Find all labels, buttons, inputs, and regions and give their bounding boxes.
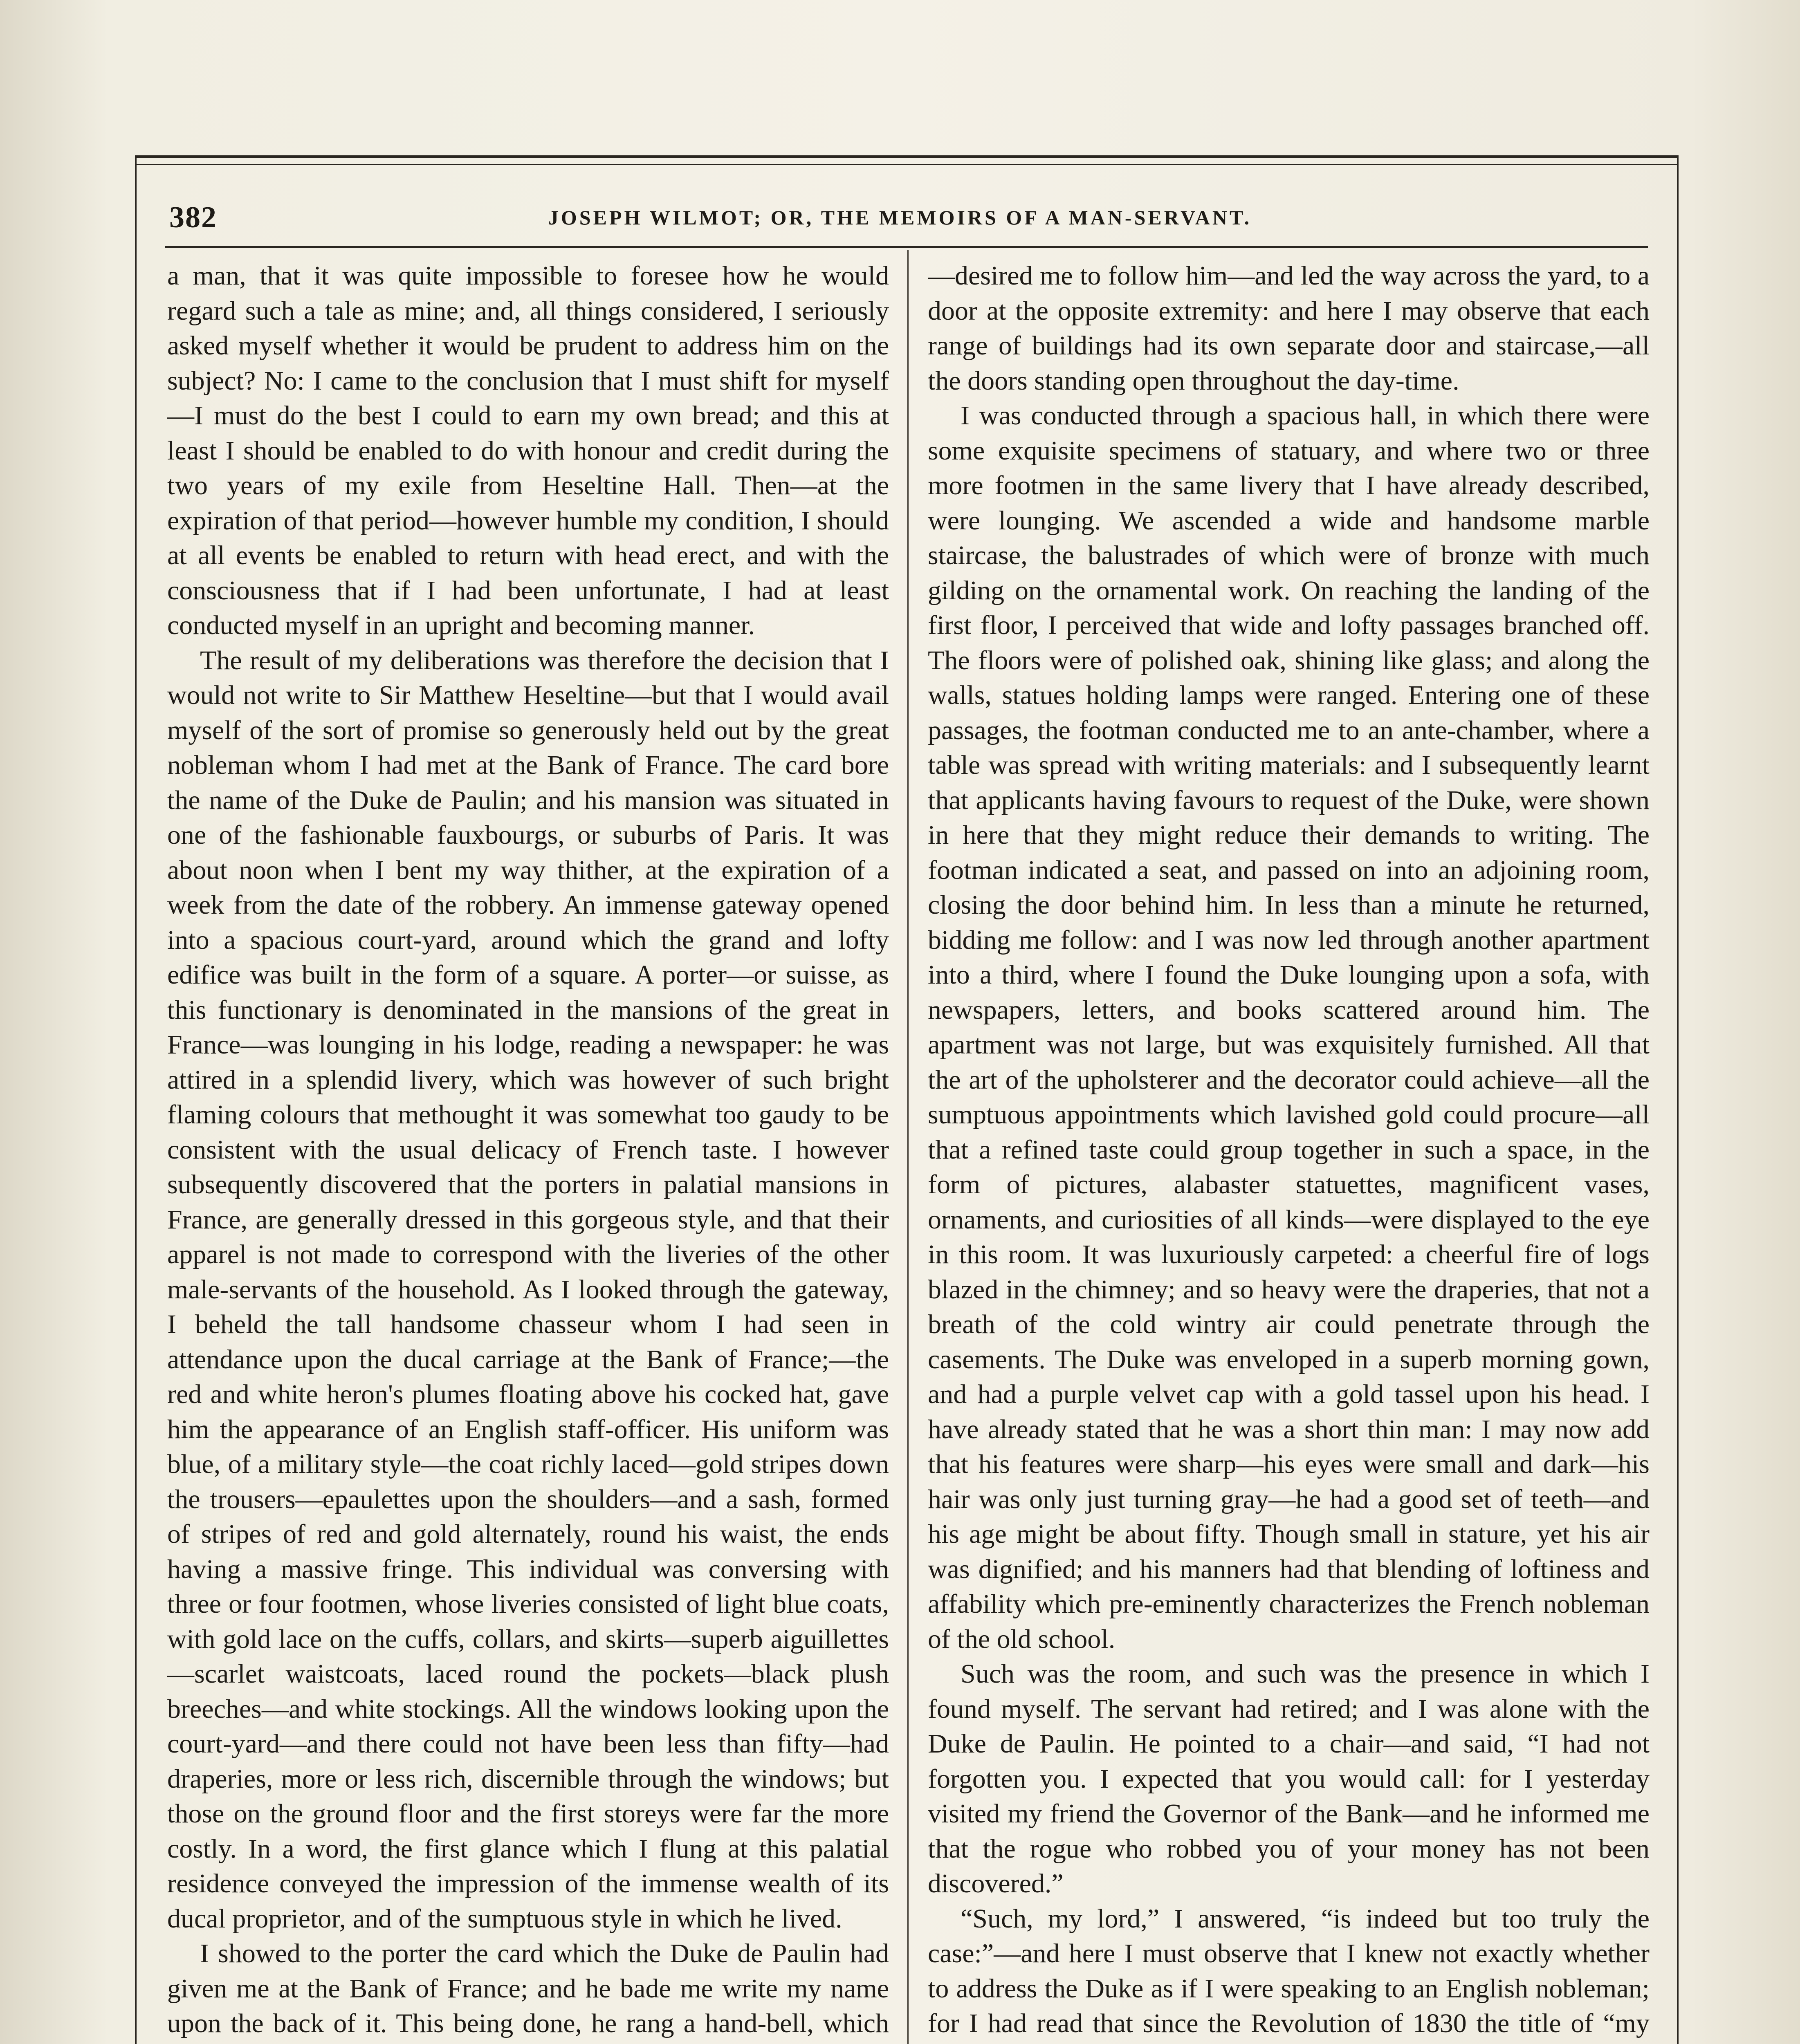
right-column [928, 258, 1650, 2044]
page-number: 382 [169, 200, 217, 234]
running-title: JOSEPH WILMOT; OR, THE MEMOIRS OF A MAN-SERVANT. [548, 206, 1252, 229]
paragraph: I showed to the porter the card which the Duke de Paulin had given me at the Bank of France; and he bade me write my name upon the back of it. This being done, he rang a hand-bell, which [167, 1939, 889, 2038]
running-header [169, 199, 1644, 236]
paragraph: Such was the room, and such was the presence in which I found myself. The servant had retired; and I was alone with the Duke de Paulin. He pointed to a chair—and said, “I had not forgotten you. I expected that you would call: for I yesterday visited my friend the Governor of the Bank—and he informed me that the rogue who robbed you of your money has not been discovered.” [928, 1659, 1650, 1898]
paragraph: I was conducted through a spacious hall, in which there were some exquisite specimens of statuary, and where two or three more footmen in the same livery that I have already described, were lounging. We ascended a wide and handsome marble staircase, the balustrades of which were of bronze with much gilding on the ornamental work. On reaching the landing of the first floor, I perceived that wide and lofty passages branched off. The floors were of polished oak, shining like glass; and along the walls, statues holding lamps were ranged. Entering one of these passages, the footman conducted me to an ante-chamber, where a table was spread with writing materials: and I subsequently learnt that applicants having favours to request of the Duke, were shown in here that they might reduce their demands to writing. The footman indicated a seat, and passed on into an adjoining room, closing the door behind him. In less than a minute he returned, bidding me follow: and I was now led through another apartment into a third, where I found the Duke lounging upon a sofa, with newspapers, letters, and books scattered around him. The apartment was not large, but was exquisitely furnished. All that the art of the upholsterer and the decorator could achieve—all the sumptuous appointments which lavished gold could procure—all that a refined taste could group together in such a space, in the form of pictures, alabaster statuettes, magnificent vases, ornaments, and curiosities of all kinds—were displayed to the eye in this room. It was luxuriously carpeted: a cheerful fire of logs blazed in the chimney; and so heavy were the draperies, that not a breath of the cold wintry air could penetrate through the casements. The Duke was enveloped in a superb morning gown, and had a purple velvet cap with a gold tassel upon his head. I have already stated that he was a short thin man: I may now add that his features were sharp—his eyes were small and dark—his hair was only just turning gray—he had a good set of teeth—and his age might be about fifty. Though small in stature, yet his air was dignified; and his manners had that blending of loftiness and affability which pre-eminently characterizes the French nobleman of the old school. [928, 401, 1650, 1654]
paragraph: The result of my deliberations was therefore the decision that I would not write to Sir Matthew Heseltine—but that I would avail myself of the sort of promise so generously held out by the great nobleman whom I had met at the Bank of France. The card bore the name of the Duke de Paulin; and his mansion was situated in one of the fashionable fauxbourgs, or suburbs of Paris. It was about noon when I bent my way thither, at the expiration of a week from the date of the robbery. An immense gateway opened into a spacious court-yard, around which the grand and lofty edifice was built in the form of a square. A porter—or suisse, as this functionary is denominated in the mansions of the great in France—was lounging in his lodge, reading a newspaper: he was attired in a splendid livery, which was however of such bright flaming colours that methought it was somewhat too gaudy to be consistent with the usual delicacy of French taste. I however subsequently discovered that the porters in palatial mansions in France, are generally dressed in this gorgeous style, and that their apparel is not made to correspond with the liveries of the other male-servants of the household. As I looked through the gateway, I beheld the tall handsome chasseur whom I had seen in attendance upon the ducal carriage at the Bank of France;—the red and white heron's plumes floating above his cocked hat, gave him the appearance of an English staff-officer. His uniform was blue, of a military style—the coat richly laced—gold stripes down the trousers—epaulettes upon the shoulders—and a sash, formed of stripes of red and gold alternately, round his waist, the ends having a massive fringe. This individual was conversing with three or four footmen, whose liveries consisted of light blue coats, with gold lace on the cuffs, collars, and skirts—superb aiguillettes—scarlet waistcoats, laced round the pockets—black plush breeches—and white stockings. All the windows looking upon the court-yard—and there could not have been less than fifty—had draperies, more or less rich, discernible through the windows; but those on the ground floor and the first storeys were far the more costly. In a word, the first glance which I flung at this palatial residence conveyed the impression of the immense wealth of its ducal proprietor, and of the sumptuous style in which he lived. [167, 645, 889, 1934]
paragraph: —desired me to follow him—and led the way across the yard, to a door at the opposite extremity: and here I may observe that each range of buildings had its own separate door and staircase,—all the doors standing open throughout the day-time. [928, 261, 1650, 396]
paragraph: “Such, my lord,” I answered, “is indeed but too truly the case:”—and here I must observe that I knew not exactly whether to address the Duke as if I were speaking to an English nobleman; for I had read that since the Revolution of 1830 the title of “my [928, 1903, 1650, 2038]
paragraph: a man, that it was quite impossible to foresee how he would regard such a tale as mine; and, all things considered, I seriously asked myself whether it would be prudent to address him on the subject? No: I came to the conclusion that I must shift for myself—I must do the best I could to earn my own bread; and this at least I should be enabled to do with honour and credit during the two years of my exile from Heseltine Hall. Then—at the expiration of that period—however humble my condition, I should at all events be enabled to return with head erect, and with the consciousness that if I had been unfortunate, I had at least conducted myself in an upright and becoming manner. [167, 261, 889, 640]
page-frame [135, 155, 1679, 2044]
header-rule [165, 246, 1648, 248]
column-divider [907, 250, 909, 2044]
left-column [167, 258, 889, 2044]
